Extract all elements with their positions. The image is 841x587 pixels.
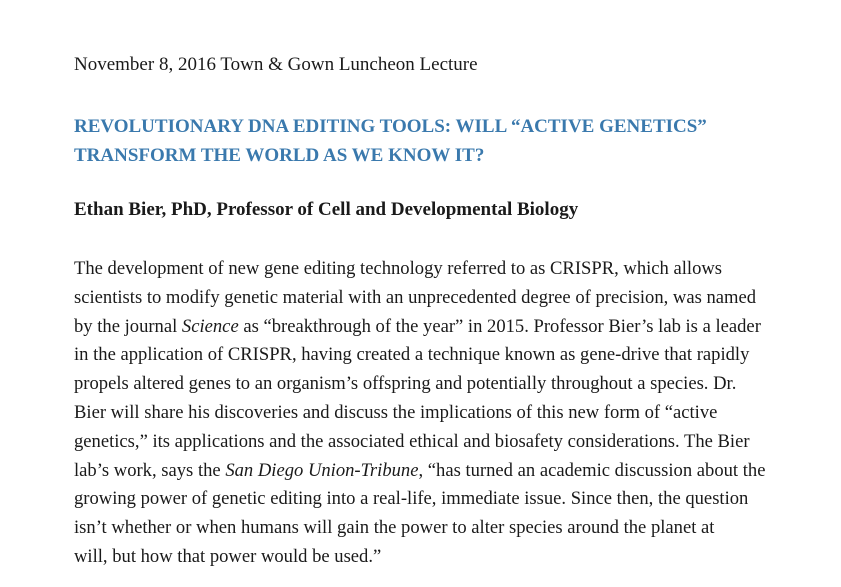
description-line (74, 457, 826, 486)
journal-name: Science (181, 315, 239, 337)
description-text: as “breakthrough of the year” in 2015. Professor Bier’s lab is a leader (238, 315, 761, 337)
description-line: in the application of CRISPR, having created a technique known as gene-drive that rapidly (74, 344, 750, 366)
description-line (74, 313, 826, 342)
newspaper-name: San Diego Union-Tribune (225, 459, 419, 481)
description-line: Bier will share his discoveries and discuss the implications of this new form of “active (74, 401, 718, 423)
description-text: , “has turned an academic discussion about the (418, 459, 766, 481)
description-line: isn’t whether or when humans will gain the power to alter species around the planet at (74, 517, 715, 539)
event-date-line: November 8, 2016 Town & Gown Luncheon Lecture (74, 54, 478, 75)
description-line: growing power of genetic editing into a real-life, immediate issue. Since then, the question (74, 488, 749, 510)
description-text: by the journal (74, 315, 182, 337)
description-line: propels altered genes to an organism’s offspring and potentially throughout a species. Dr. (74, 373, 737, 395)
description-line: The development of new gene editing technology referred to as CRISPR, which allows (74, 258, 723, 279)
speaker-name: Ethan Bier, PhD, Professor of Cell and Developmental Biology (74, 199, 579, 220)
lecture-description (74, 255, 826, 572)
description-text: lab’s work, says the (74, 459, 226, 481)
lecture-title-line-2: TRANSFORM THE WORLD AS WE KNOW IT? (74, 145, 485, 166)
description-line: will, but how that power would be used.” (74, 545, 382, 567)
description-line: genetics,” its applications and the associated ethical and biosafety considerations. The Bier (74, 430, 750, 452)
lecture-title (74, 112, 814, 170)
description-line: scientists to modify genetic material with an unprecedented degree of precision, was named (74, 286, 757, 308)
lecture-title-line-1: REVOLUTIONARY DNA EDITING TOOLS: WILL “ACTIVE GENETICS” (74, 116, 707, 137)
